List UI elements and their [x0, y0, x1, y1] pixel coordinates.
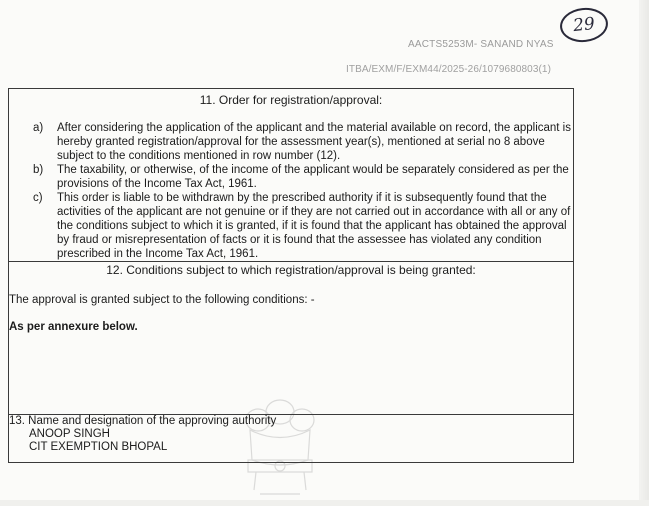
section-13-title: 13. Name and designation of the approving authority — [9, 415, 277, 427]
section-11-cell — [9, 89, 574, 262]
list-item-text: After considering the application of the applicant and the material available on record, the applicant is hereby granted registration/approval for the assessment year(s), mentioned at serial no 8 above subject to the conditions mentioned in row number (12). — [57, 122, 571, 162]
list-item-text: The taxability, or otherwise, of the income of the applicant would be separately considered as per the provisions of the Income Tax Act, 1961. — [57, 164, 569, 190]
list-item — [33, 191, 573, 261]
page-edge — [639, 0, 649, 506]
reference-document-number: ITBA/EXM/F/EXM44/2025-26/1079680803(1) — [346, 64, 552, 75]
section-11-title: 11. Order for registration/approval: — [199, 93, 383, 107]
list-marker: b) — [33, 164, 44, 176]
list-marker: a) — [33, 122, 44, 134]
section-12-cell — [9, 262, 574, 415]
authority-name: ANOOP SINGH — [29, 428, 110, 440]
handwritten-page-number: 29 — [558, 6, 609, 45]
order-table — [8, 88, 574, 463]
list-marker: c) — [33, 192, 43, 204]
list-item — [33, 121, 573, 163]
reference-pan-name: AACTS5253M- SANAND NYAS — [408, 39, 554, 50]
section-11-list — [9, 121, 573, 261]
section-13-cell — [9, 415, 574, 463]
list-item-text: This order is liable to be withdrawn by the prescribed authority if it is subsequently found that the activities of the applicant are not genuine or if they are not carried out in accordance with all or any of the conditions subject to which it is granted, if it is found that the applicant has obtained the approval by fraud or misrepresentation of facts or it is found that the assessee has violated any condition prescribed in the Income Tax Act, 1961. — [57, 192, 571, 260]
conditions-intro: The approval is granted subject to the following conditions: - — [9, 294, 315, 306]
annexure-note: As per annexure below. — [9, 321, 138, 333]
section-12-title: 12. Conditions subject to which registration/approval is being granted: — [106, 263, 476, 277]
list-item — [33, 163, 573, 191]
authority-designation: CIT EXEMPTION BHOPAL — [29, 441, 168, 453]
